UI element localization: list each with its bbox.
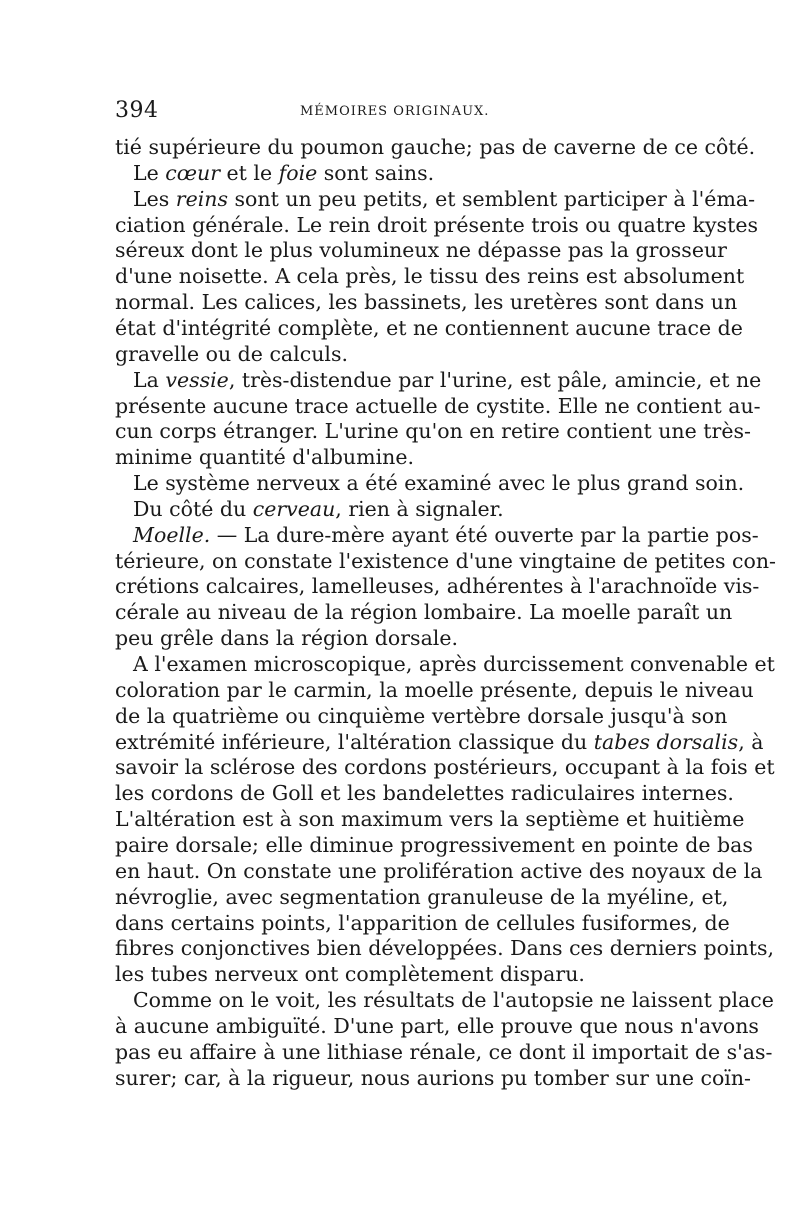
text-line xyxy=(115,548,776,574)
text-line xyxy=(115,1039,773,1065)
text-run: extrémité inférieure, l'altération classique du xyxy=(115,729,594,754)
text-line xyxy=(115,651,775,677)
text-run: Les xyxy=(133,186,176,211)
italic-term: cœur xyxy=(165,160,221,185)
text-run: La xyxy=(133,367,166,392)
text-line xyxy=(115,444,685,470)
text-run: séreux dont le plus volumineux ne dépasse pas la grosseur xyxy=(115,238,727,263)
running-head: MÉMOIRES ORIGINAUX. xyxy=(300,104,490,119)
text-run: présente aucune trace actuelle de cystite. Elle ne contient au- xyxy=(115,393,761,418)
italic-term: vessie xyxy=(165,367,229,392)
text-run: , rien à signaler. xyxy=(335,496,504,521)
text-run: crétions calcaires, lamelleuses, adhérentes à l'arachnoïde vis- xyxy=(115,574,760,599)
text-line xyxy=(115,625,685,651)
italic-term: Moelle. xyxy=(133,522,211,547)
text-run: et le xyxy=(220,160,279,185)
text-line xyxy=(115,935,775,961)
text-run: sont un peu petits, et semblent participer à l'éma- xyxy=(228,186,756,211)
text-run: peu grêle dans la région dorsale. xyxy=(115,626,458,651)
text-line xyxy=(115,910,730,936)
text-line xyxy=(115,987,774,1013)
text-run: pas eu affaire à une lithiase rénale, ce dont il importait de s'as- xyxy=(115,1039,773,1064)
text-line xyxy=(115,315,743,341)
italic-term: reins xyxy=(175,186,229,211)
italic-term: foie xyxy=(278,160,318,185)
text-run: Le système nerveux a été examiné avec le plus grand soin. xyxy=(133,471,745,496)
text-run: coloration par le carmin, la moelle présente, depuis le niveau xyxy=(115,677,754,702)
text-run: L'altération est à son maximum vers la septième et huitième xyxy=(115,807,745,832)
text-run: normal. Les calices, les bassinets, les uretères sont dans un xyxy=(115,290,738,315)
text-run: névroglie, avec segmentation granuleuse de la myéline, et, xyxy=(115,884,729,909)
text-run: Comme on le voit, les résultats de l'autopsie ne laissent place xyxy=(133,988,774,1013)
text-line xyxy=(115,1065,751,1091)
text-run: Le xyxy=(133,160,166,185)
text-run: paire dorsale; elle diminue progressivement en pointe de bas xyxy=(115,832,753,857)
text-line xyxy=(115,186,756,212)
text-run: , à xyxy=(738,729,764,754)
text-line xyxy=(115,212,758,238)
text-run: à aucune ambiguïté. D'une part, elle prouve que nous n'avons xyxy=(115,1013,759,1038)
text-run: les cordons de Goll et les bandelettes radiculaires internes. xyxy=(115,781,734,806)
page-number: 394 xyxy=(115,98,159,123)
text-line xyxy=(115,599,733,625)
text-line xyxy=(115,367,762,393)
text-run: Du côté du xyxy=(133,496,253,521)
text-run: minime quantité d'albumine. xyxy=(115,445,414,470)
text-run: de la quatrième ou cinquième vertèbre dorsale jusqu'à son xyxy=(115,703,728,728)
text-run: , très-distendue par l'urine, est pâle, amincie, et ne xyxy=(228,367,762,392)
text-line xyxy=(115,263,745,289)
text-run: cun corps étranger. L'urine qu'on en retire contient une très- xyxy=(115,419,751,444)
text-run: tié supérieure du poumon gauche; pas de caverne de ce côté. xyxy=(115,135,756,159)
text-run: dans certains points, l'apparition de cellules fusiformes, de xyxy=(115,910,730,935)
text-line xyxy=(115,754,775,780)
text-line xyxy=(115,341,685,367)
text-run: les tubes nerveux ont complètement disparu. xyxy=(115,962,585,987)
text-line xyxy=(115,832,753,858)
text-run: fibres conjonctives bien développées. Dans ces derniers points, xyxy=(115,936,775,961)
italic-term: cerveau xyxy=(252,496,336,521)
text-line xyxy=(115,289,738,315)
text-line xyxy=(115,780,734,806)
text-line xyxy=(115,237,727,263)
text-run: état d'intégrité complète, et ne contiennent aucune trace de xyxy=(115,315,743,340)
text-line xyxy=(115,884,729,910)
text-run: ciation générale. Le rein droit présente trois ou quatre kystes xyxy=(115,212,758,237)
text-run: surer; car, à la rigueur, nous aurions pu tomber sur une coïn- xyxy=(115,1065,751,1090)
text-line xyxy=(115,677,754,703)
text-line xyxy=(115,961,685,987)
text-line xyxy=(115,806,745,832)
text-line xyxy=(115,160,685,186)
text-run: A l'examen microscopique, après durcissement convenable et xyxy=(133,652,775,676)
text-line xyxy=(115,418,751,444)
text-run: gravelle ou de calculs. xyxy=(115,341,348,366)
text-run: d'une noisette. A cela près, le tissu des reins est absolument xyxy=(115,264,745,289)
text-line xyxy=(115,858,763,884)
page-header xyxy=(115,98,685,128)
text-run: savoir la sclérose des cordons postérieurs, occupant à la fois et xyxy=(115,755,775,780)
italic-term: tabes dorsalis xyxy=(593,729,739,754)
text-line xyxy=(115,470,745,496)
text-line xyxy=(115,729,764,755)
text-line xyxy=(115,393,761,419)
text-line xyxy=(115,134,756,160)
text-run: cérale au niveau de la région lombaire. La moelle paraît un xyxy=(115,600,733,625)
text-line xyxy=(115,573,760,599)
text-run: sont sains. xyxy=(317,160,435,185)
text-run: — La dure-mère ayant été ouverte par la partie pos- xyxy=(210,522,759,547)
text-line xyxy=(115,1013,759,1039)
text-line xyxy=(115,496,685,522)
text-line xyxy=(115,522,759,548)
text-line xyxy=(115,703,728,729)
text-run: térieure, on constate l'existence d'une vingtaine de petites con- xyxy=(115,548,776,573)
text-run: en haut. On constate une prolifération active des noyaux de la xyxy=(115,858,763,883)
